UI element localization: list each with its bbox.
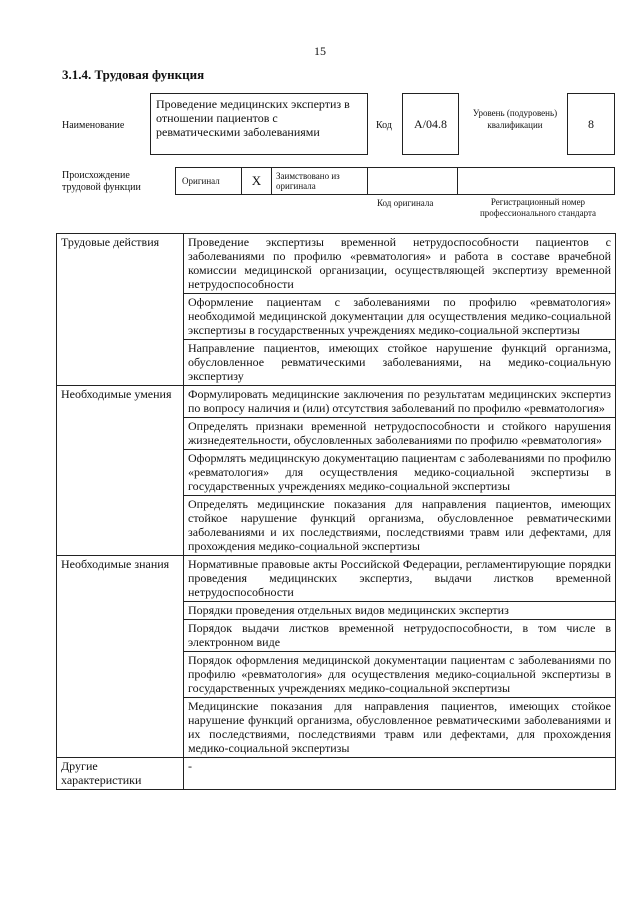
function-code-box: A/04.8 bbox=[402, 93, 459, 155]
code-label: Код bbox=[376, 120, 392, 131]
required-skills-item: Оформлять медицинскую документацию пациентам с заболеваниями по профилю «ревматология» для осуществления медико-социальной экспертизы в государственных учреждениях медико-социальной экспертизы bbox=[184, 450, 616, 496]
other-characteristics-item: - bbox=[184, 758, 616, 790]
origin-label: Происхождение трудовой функции bbox=[62, 170, 141, 193]
table-row bbox=[57, 386, 616, 418]
labor-actions-item: Проведение экспертизы временной нетрудоспособности пациентов с заболеваниями по профилю «ревматология» и работа в составе врачебной комиссии медицинской организации, осуществляющей экспертизу временной нетрудоспособности bbox=[184, 234, 616, 294]
labor-function-table bbox=[56, 233, 616, 790]
labor-actions-item: Оформление пациентам с заболеваниями по профилю «ревматология» необходимой медицинской документации для осуществления медико-социальной экспертизы в государственных учреждениях медико-социальной экспертизы bbox=[184, 294, 616, 340]
original-code-cell bbox=[368, 168, 458, 194]
required-skills-item: Формулировать медицинские заключения по результатам медицинских экспертиз по вопросу наличия и (или) отсутствия заболеваний по профилю «ревматология» bbox=[184, 386, 616, 418]
code-original-caption: Код оригинала bbox=[377, 198, 434, 208]
original-label-cell bbox=[176, 168, 242, 194]
required-skills-item: Определять признаки временной нетрудоспособности и стойкого нарушения жизнедеятельности, обусловленных заболеваниями по профилю «ревматология» bbox=[184, 418, 616, 450]
function-name-box: Проведение медицинских экспертиз в отношении пациентов с ревматическими заболеваниями bbox=[150, 93, 368, 155]
required-knowledge-item: Порядок оформления медицинской документации пациентам с заболеваниями по профилю «ревматология» для осуществления медико-социальной экспертизы в государственных учреждениях медико-социальной экспертизы bbox=[184, 652, 616, 698]
original-mark-cell bbox=[242, 168, 272, 194]
borrowed-label-cell bbox=[272, 168, 368, 194]
required-skills-heading: Необходимые умения bbox=[57, 386, 184, 556]
required-knowledge-heading: Необходимые знания bbox=[57, 556, 184, 758]
required-skills-item: Определять медицинские показания для направления пациентов, имеющих стойкое нарушение функций организма, обусловленное ревматическими заболеваниями и их последствиями, последствиями травм или дефектами, для прохождения медико-социальной экспертизы bbox=[184, 496, 616, 556]
registration-number-cell bbox=[458, 168, 614, 194]
reg-number-caption: Регистрационный номер профессионального стандарта bbox=[479, 197, 597, 218]
borrowed-label: Заимствовано из оригинала bbox=[276, 171, 340, 191]
qualification-level-box: 8 bbox=[567, 93, 615, 155]
required-knowledge-item: Медицинские показания для направления пациентов, имеющих стойкое нарушение функций организма, обусловленное ревматическими заболеваниями и их последствиями, последствиями травм или дефектами, для прохождения медико-социальной экспертизы bbox=[184, 698, 616, 758]
original-mark: X bbox=[251, 173, 262, 188]
table-row bbox=[57, 556, 616, 602]
required-knowledge-item: Нормативные правовые акты Российской Федерации, регламентирующие порядки проведения медицинских экспертиз, выдачи листков временной нетрудоспособности bbox=[184, 556, 616, 602]
required-knowledge-item: Порядки проведения отдельных видов медицинских экспертиз bbox=[184, 602, 616, 620]
name-label: Наименование bbox=[62, 120, 125, 131]
level-label: Уровень (подуровень) квалификации bbox=[472, 108, 558, 130]
section-title: 3.1.4. Трудовая функция bbox=[62, 67, 205, 82]
origin-row bbox=[175, 167, 615, 195]
page-number: 15 bbox=[314, 44, 326, 58]
labor-actions-item: Направление пациентов, имеющих стойкое нарушение функций организма, обусловленное ревматическими заболеваниями, на медико-социальную экспертизу bbox=[184, 340, 616, 386]
original-label: Оригинал bbox=[182, 176, 220, 186]
table-row bbox=[57, 234, 616, 294]
labor-actions-heading: Трудовые действия bbox=[57, 234, 184, 386]
other-characteristics-heading: Другие характеристики bbox=[57, 758, 184, 790]
table-row bbox=[57, 758, 616, 790]
required-knowledge-item: Порядок выдачи листков временной нетрудоспособности, в том числе в электронном виде bbox=[184, 620, 616, 652]
